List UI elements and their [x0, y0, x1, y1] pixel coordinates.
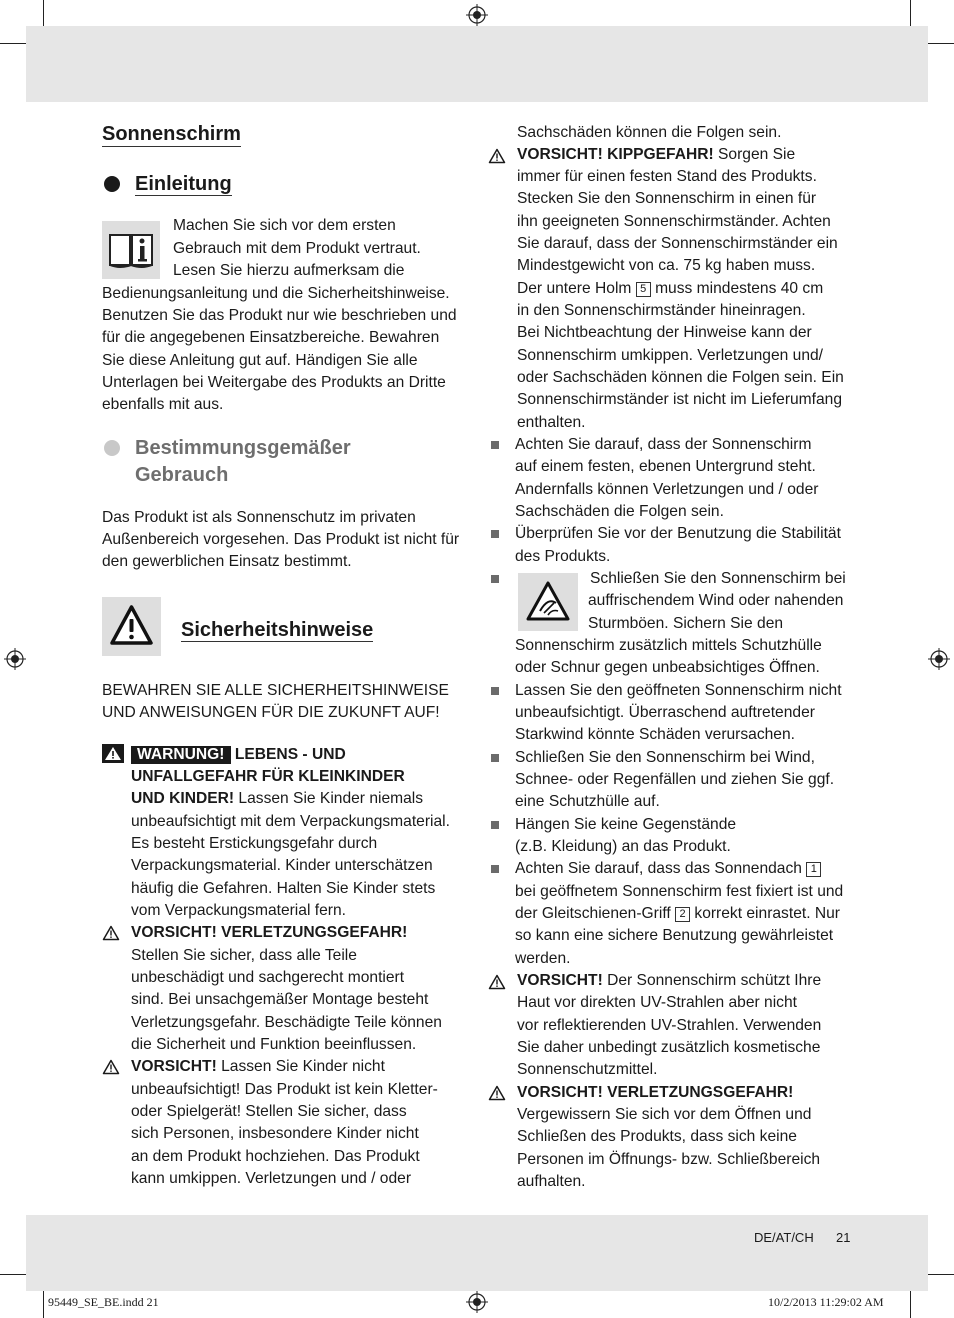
list-item-line: des Produkts. — [515, 548, 611, 565]
caution-line: die Sicherheit und Funktion beeinflussen. — [131, 1036, 417, 1053]
caution-line: sind. Bei unsachgemäßer Montage besteht — [131, 991, 429, 1008]
caution-line: aufhalten. — [517, 1173, 586, 1190]
list-item-line: Schließen Sie den Sonnenschirm bei Wind, — [515, 749, 815, 766]
print-slug-file: 95449_SE_BE.indd 21 — [48, 1295, 159, 1309]
crop-mark — [0, 43, 26, 44]
caution-line: Stecken Sie den Sonnenschirm in einen für — [517, 190, 817, 207]
list-item-line: werden. — [515, 950, 571, 967]
list-item-line: auffrischendem Wind oder nahenden — [588, 592, 844, 609]
intro-text-line: Unterlagen bei Weitergabe des Produkts an Dritte — [102, 374, 446, 391]
list-item-line: auf einem festen, ebenen Untergrund steht. — [515, 458, 816, 475]
keep-notice-line: UND ANWEISUNGEN FÜR DIE ZUKUNFT AUF! — [102, 704, 440, 721]
caution-line: Mindestgewicht von ca. 75 kg haben muss. — [517, 257, 816, 274]
caution-icon — [102, 1059, 120, 1075]
warning-line: UND KINDER! Lassen Sie Kinder niemals — [131, 790, 424, 807]
crop-mark — [928, 43, 954, 44]
caution-line: oder Sachschäden können die Folgen sein. Ein — [517, 369, 844, 386]
list-item-line: Starkwind könnte Schäden verursachen. — [515, 726, 795, 743]
caution-line: Sie darauf, dass der Sonnenschirmständer ein — [517, 235, 838, 252]
registration-mark-icon — [928, 648, 950, 670]
caution-line: in den Sonnenschirmständer hineinragen. — [517, 302, 806, 319]
caution-line: Sonnenschirm umkippen. Verletzungen und/ — [517, 347, 824, 364]
warning-line: vom Verpackungsmaterial fern. — [131, 902, 346, 919]
crop-mark — [43, 1291, 44, 1318]
list-item-line: Achten Sie darauf, dass das Sonnendach 1 — [515, 858, 821, 880]
header-band — [26, 26, 928, 102]
warning-line: Verpackungsmaterial. Kinder unterschätzen — [131, 857, 433, 874]
wind-warning-icon — [518, 573, 578, 631]
list-item-line: Schnee- oder Regenfällen und ziehen Sie ggf. — [515, 771, 835, 788]
section-bullet — [104, 440, 120, 456]
warning-icon — [102, 744, 124, 763]
caution-icon — [488, 974, 506, 990]
list-item-line: so kann eine sichere Benutzung gewährleistet — [515, 927, 834, 944]
crop-mark — [910, 1291, 911, 1318]
caution-line: Der untere Holm 5 muss mindestens 40 cm — [517, 280, 824, 297]
part-number: 2 — [675, 907, 690, 922]
list-bullet — [491, 821, 499, 829]
list-item-line: eine Schutzhülle auf. — [515, 793, 660, 810]
page-title: Sonnenschirm — [102, 123, 241, 145]
caution-line: VORSICHT! KIPPGEFAHR! Sorgen Sie — [517, 146, 796, 163]
list-bullet — [491, 687, 499, 695]
list-bullet — [491, 865, 499, 873]
list-bullet — [491, 754, 499, 762]
warning-line: häufig die Gefahren. Halten Sie Kinder stets — [131, 880, 436, 897]
warning-line: unbeaufsichtigt mit dem Verpackungsmaterial. — [131, 813, 450, 830]
language-code: DE/AT/CH — [754, 1230, 814, 1245]
intro-text-line: Sie diese Anleitung gut auf. Händigen Sie alle — [102, 352, 418, 369]
section-heading-intro: Einleitung — [135, 173, 232, 195]
caution-line: Vergewissern Sie sich vor dem Öffnen und — [517, 1106, 812, 1123]
caution-line: kann umkippen. Verletzungen und / oder — [131, 1170, 412, 1187]
caution-line: sich Personen, insbesondere Kinder nicht — [131, 1125, 419, 1142]
caution-line: unbeaufsichtigt! Das Produkt ist kein Kletter- — [131, 1081, 438, 1098]
warning-badge: WARNUNG! — [131, 746, 231, 764]
intro-text-line: Benutzen Sie das Produkt nur wie beschrieben und — [102, 307, 457, 324]
caution-line: immer für einen festen Stand des Produkts. — [517, 168, 817, 185]
intro-text-line: Bedienungsanleitung und die Sicherheitshinweise. — [102, 285, 450, 302]
section-heading-use: Bestimmungsgemäßer Gebrauch — [135, 437, 351, 486]
caution-line: Sonnenschutzmittel. — [517, 1061, 658, 1078]
print-slug-date: 10/2/2013 11:29:02 AM — [768, 1295, 884, 1309]
intro-text-line: Lesen Sie hierzu aufmerksam die — [173, 262, 405, 279]
footer-band — [26, 1215, 928, 1291]
list-item-line: Sonnenschirm zusätzlich mittels Schutzhülle — [515, 637, 822, 654]
crop-mark — [910, 0, 911, 26]
intro-text-line: ebenfalls mit aus. — [102, 396, 224, 413]
part-number: 1 — [806, 862, 821, 877]
intro-text-line: Machen Sie sich vor dem ersten — [173, 217, 396, 234]
caution-line: oder Spielgerät! Stellen Sie sicher, dass — [131, 1103, 407, 1120]
caution-line: Sonnenschirmständer ist nicht im Lieferumfang — [517, 391, 843, 408]
caution-line: vor reflektierenden UV-Strahlen. Verwenden — [517, 1017, 822, 1034]
caution-line: Sie daher unbedingt zusätzlich kosmetische — [517, 1039, 821, 1056]
part-number: 5 — [636, 282, 651, 297]
warning-triangle-icon — [102, 597, 161, 656]
registration-mark-icon — [4, 648, 26, 670]
page-number: 21 — [836, 1230, 851, 1245]
caution-line: VORSICHT! VERLETZUNGSGEFAHR! — [131, 924, 408, 941]
caution-line: Schließen des Produkts, dass sich keine — [517, 1128, 797, 1145]
use-text-line: Außenbereich vorgesehen. Das Produkt ist nicht für — [102, 531, 460, 548]
list-item-line: (z.B. Kleidung) an das Produkt. — [515, 838, 731, 855]
use-text-line: den gewerblichen Einsatz bestimmt. — [102, 553, 352, 570]
caution-line: enthalten. — [517, 414, 586, 431]
registration-mark-icon — [466, 4, 488, 26]
list-item-line: Lassen Sie den geöffneten Sonnenschirm nicht — [515, 682, 842, 699]
caution-line: VORSICHT! Der Sonnenschirm schützt Ihre — [517, 972, 822, 989]
section-bullet — [104, 176, 120, 192]
text-line: Sachschäden können die Folgen sein. — [517, 124, 782, 141]
list-item-line: Achten Sie darauf, dass der Sonnenschirm — [515, 436, 812, 453]
section-heading-safety: Sicherheitshinweise — [181, 619, 374, 641]
intro-text-line: für die angegebenen Einsatzbereiche. Bewahren — [102, 329, 440, 346]
registration-mark-icon — [466, 1291, 488, 1313]
caution-line: Bei Nichtbeachtung der Hinweise kann der — [517, 324, 812, 341]
caution-line: unbeschädigt und sachgerecht montiert — [131, 969, 405, 986]
crop-mark — [43, 0, 44, 26]
crop-mark — [928, 1274, 954, 1275]
intro-text-line: Gebrauch mit dem Produkt vertraut. — [173, 240, 421, 257]
keep-notice-line: BEWAHREN SIE ALLE SICHERHEITSHINWEISE — [102, 682, 449, 699]
caution-icon — [102, 925, 120, 941]
list-item-line: bei geöffnetem Sonnenschirm fest fixiert ist und — [515, 883, 844, 900]
caution-line: an dem Produkt hochziehen. Das Produkt — [131, 1148, 420, 1165]
caution-line: Haut vor direkten UV-Strahlen aber nicht — [517, 994, 797, 1011]
list-item-line: Sturmböen. Sichern Sie den — [588, 615, 784, 632]
list-item-line: oder Schnur gegen unbeabsichtiges Öffnen. — [515, 659, 820, 676]
caution-line: Verletzungsgefahr. Beschädigte Teile können — [131, 1014, 442, 1031]
list-item-line: Sachschäden die Folgen sein. — [515, 503, 724, 520]
crop-mark — [0, 1274, 26, 1275]
list-item-line: Überprüfen Sie vor der Benutzung die Stabilität — [515, 525, 841, 542]
info-book-icon — [102, 221, 160, 279]
caution-line: VORSICHT! VERLETZUNGSGEFAHR! — [517, 1084, 794, 1101]
caution-line: Personen im Öffnungs- bzw. Schließbereich — [517, 1151, 821, 1168]
caution-line: ihn geeigneten Sonnenschirmständer. Achten — [517, 213, 831, 230]
list-bullet — [491, 441, 499, 449]
list-item-line: Hängen Sie keine Gegenstände — [515, 816, 737, 833]
warning-line: Es besteht Erstickungsgefahr durch — [131, 835, 378, 852]
caution-line: Stellen Sie sicher, dass alle Teile — [131, 947, 357, 964]
list-item-line: Andernfalls können Verletzungen und / oder — [515, 481, 819, 498]
warning-line: WARNUNG! LEBENS - UND — [131, 744, 346, 766]
list-bullet — [491, 530, 499, 538]
caution-icon — [488, 148, 506, 164]
warning-line: UNFALLGEFAHR FÜR KLEINKINDER — [131, 768, 405, 785]
use-text-line: Das Produkt ist als Sonnenschutz im privaten — [102, 509, 416, 526]
list-item-line: Schließen Sie den Sonnenschirm bei — [590, 570, 846, 587]
caution-icon — [488, 1085, 506, 1101]
list-item-line: unbeaufsichtigt. Überraschend auftretender — [515, 704, 815, 721]
caution-line: VORSICHT! Lassen Sie Kinder nicht — [131, 1058, 385, 1075]
list-item-line: der Gleitschienen-Griff 2 korrekt einrastet. Nur — [515, 905, 840, 922]
list-bullet — [491, 575, 499, 583]
